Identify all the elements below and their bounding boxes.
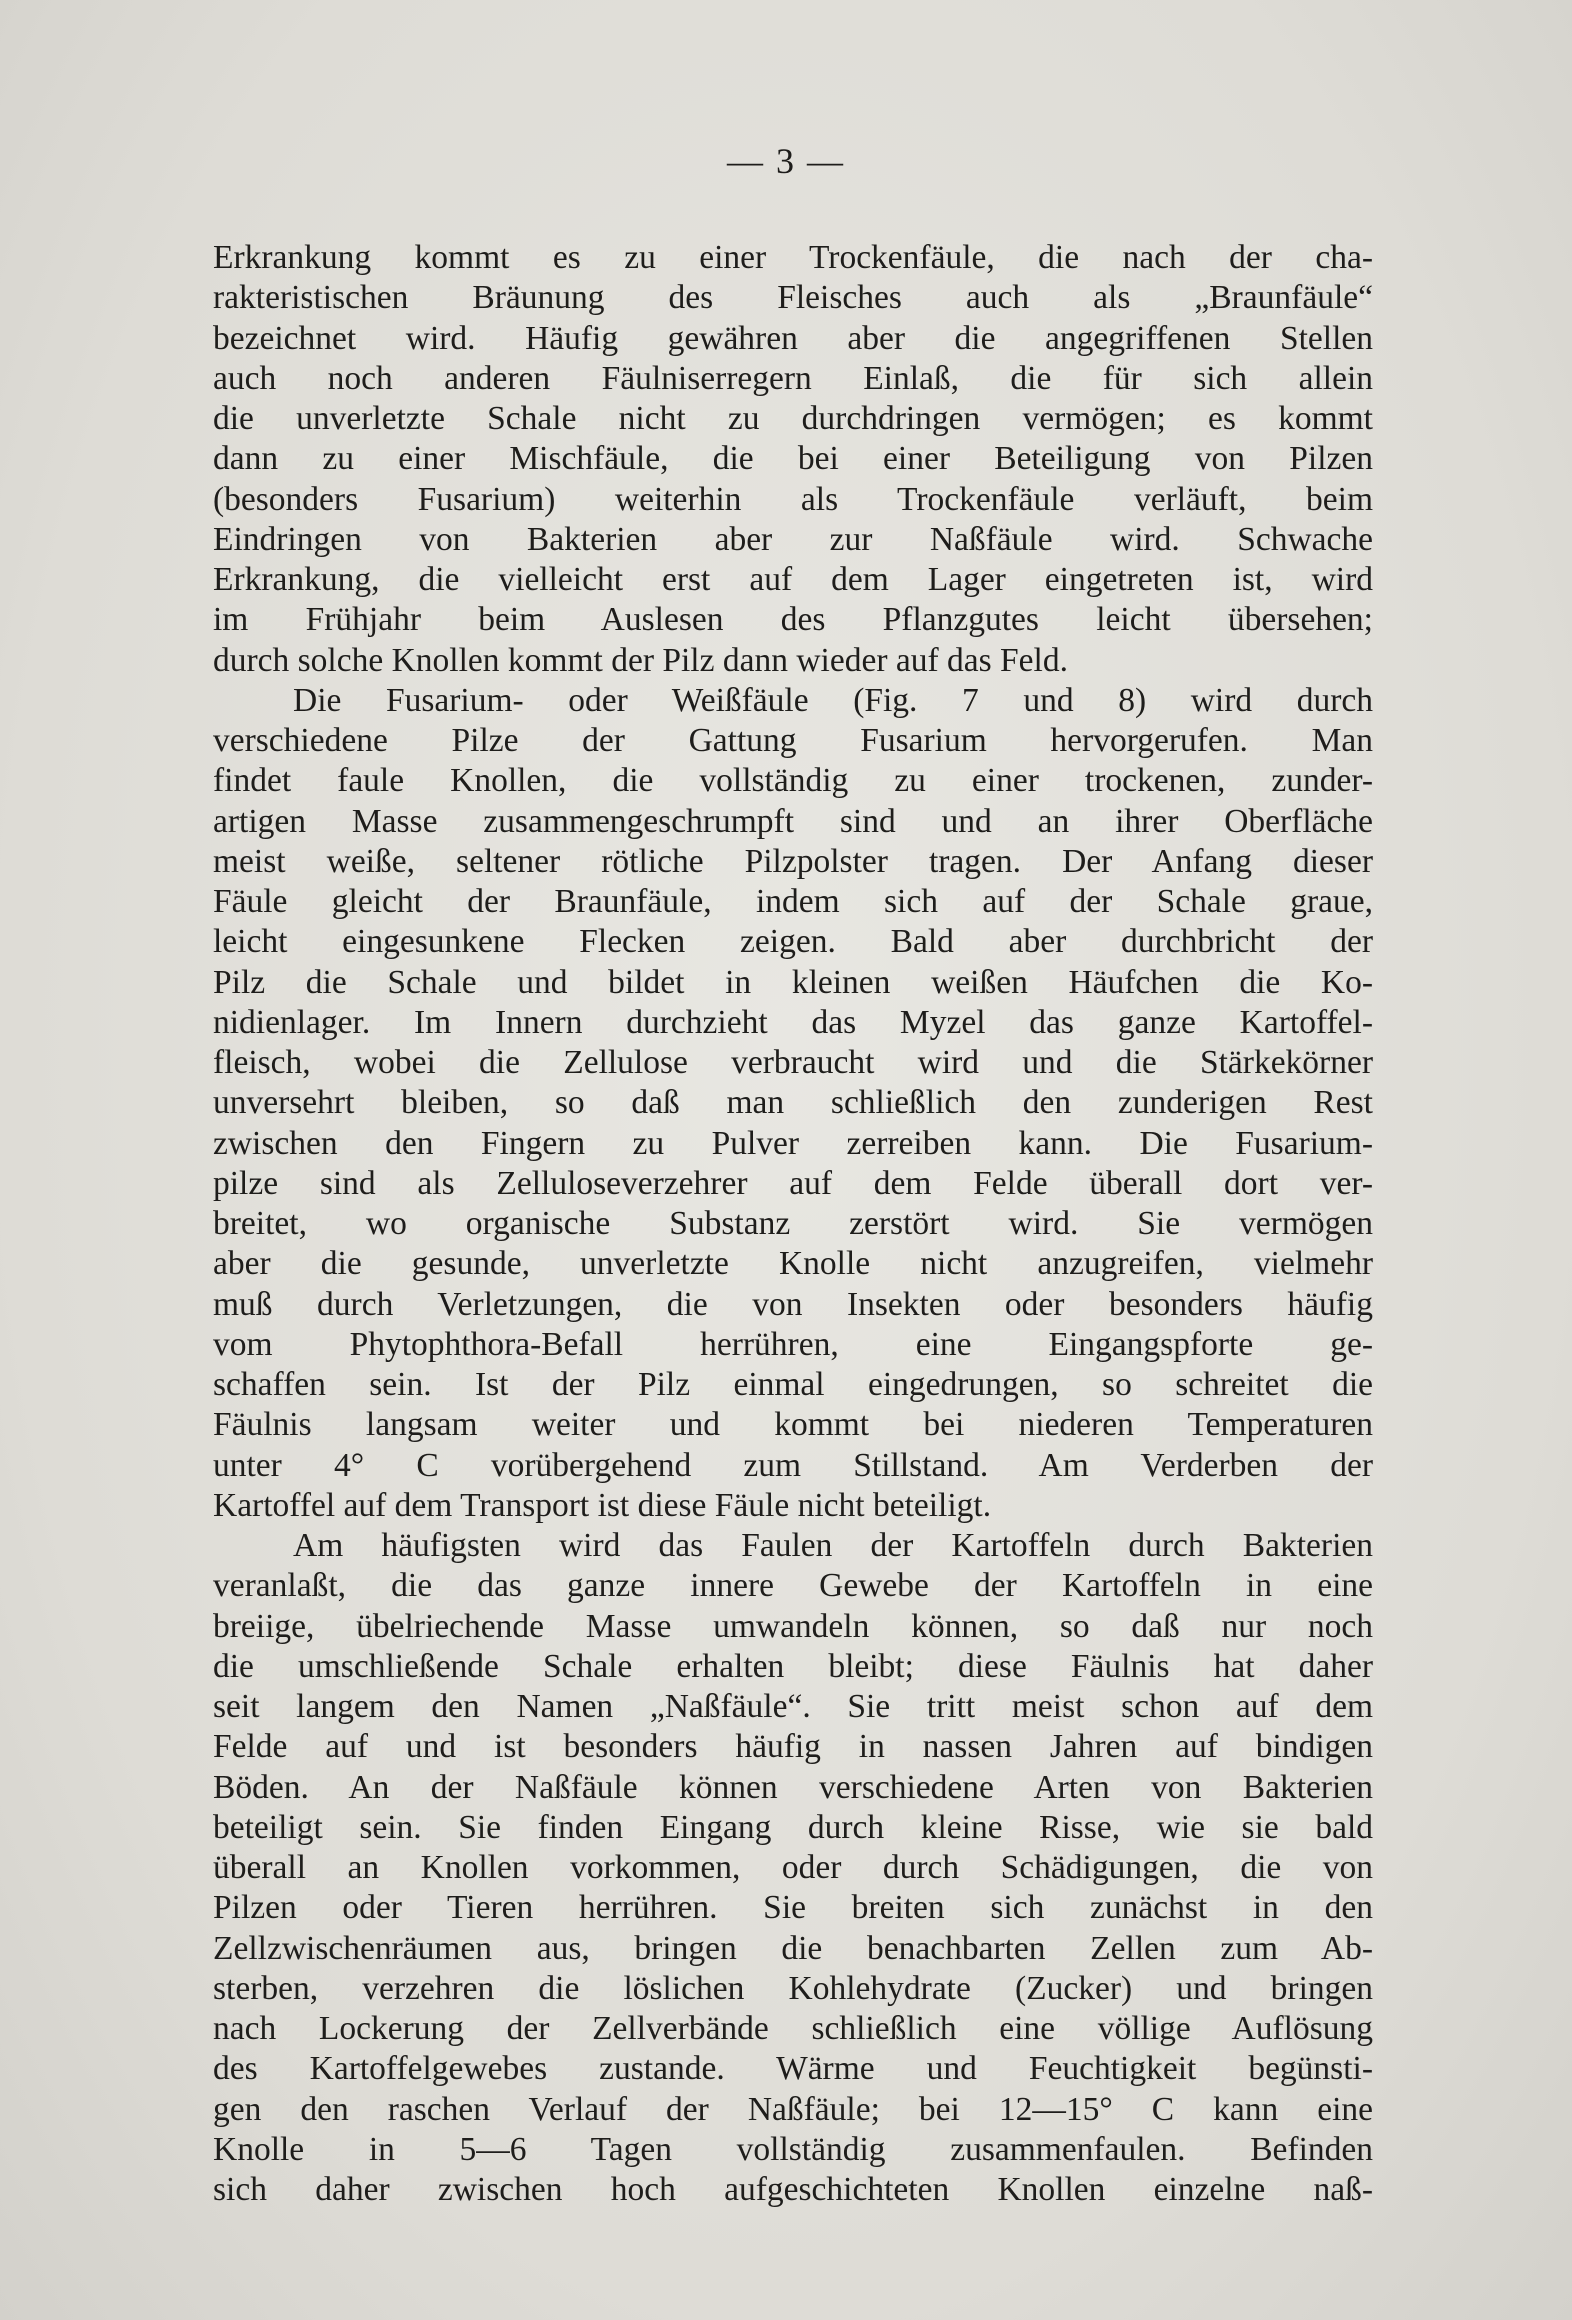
text-line: (besonders Fusarium) weiterhin als Trockenfäule verläuft, beim xyxy=(213,480,1373,518)
text-line: unter 4° C vorübergehend zum Stillstand. Am Verderben der xyxy=(213,1446,1373,1484)
text-line: Erkrankung kommt es zu einer Trockenfäule, die nach der cha- xyxy=(213,239,1373,276)
text-line: unversehrt bleiben, so daß man schließlich den zunderigen Rest xyxy=(213,1084,1373,1122)
text-line: breiige, übelriechende Masse umwandeln können, so daß nur noch xyxy=(213,1607,1373,1645)
text-line: sterben, verzehren die löslichen Kohlehydrate (Zucker) und bringen xyxy=(213,1969,1373,2007)
text-line: Eindringen von Bakterien aber zur Naßfäule wird. Schwache xyxy=(213,520,1373,558)
text-line: muß durch Verletzungen, die von Insekten oder besonders häufig xyxy=(213,1285,1373,1323)
text-line: meist weiße, seltener rötliche Pilzpolster tragen. Der Anfang dieser xyxy=(213,842,1373,880)
text-line: durch solche Knollen kommt der Pilz dann wieder auf das Feld. xyxy=(213,641,1068,679)
text-line: sich daher zwischen hoch aufgeschichteten Knollen einzelne naß- xyxy=(213,2171,1373,2208)
text-line: Kartoffel auf dem Transport ist diese Fäule nicht beteiligt. xyxy=(213,1486,992,1524)
text-line: rakteristischen Bräunung des Fleisches auch als „Braunfäule“ xyxy=(213,279,1373,317)
text-line: nach Lockerung der Zellverbände schließlich eine völlige Auflösung xyxy=(213,2010,1373,2047)
text-line: seit langem den Namen „Naßfäule“. Sie tritt meist schon auf dem xyxy=(213,1688,1373,1725)
text-line: findet faule Knollen, die vollständig zu einer trockenen, zunder- xyxy=(213,762,1373,800)
text-line: dann zu einer Mischfäule, die bei einer Beteiligung von Pilzen xyxy=(213,440,1373,478)
text-line: überall an Knollen vorkommen, oder durch Schädigungen, die von xyxy=(213,1849,1373,1886)
text-line: aber die gesunde, unverletzte Knolle nicht anzugreifen, vielmehr xyxy=(213,1245,1373,1283)
text-line: fleisch, wobei die Zellulose verbraucht wird und die Stärkekörner xyxy=(213,1044,1373,1081)
text-line: verschiedene Pilze der Gattung Fusarium hervorgerufen. Man xyxy=(213,722,1373,759)
text-line: veranlaßt, die das ganze innere Gewebe der Kartoffeln in eine xyxy=(213,1567,1373,1605)
text-line: des Kartoffelgewebes zustande. Wärme und Feuchtigkeit begünsti- xyxy=(213,2050,1373,2088)
text-line: auch noch anderen Fäulniserregern Einlaß, die für sich allein xyxy=(213,359,1373,397)
text-line: pilze sind als Zelluloseverzehrer auf dem Felde überall dort ver- xyxy=(213,1164,1373,1202)
text-line: gen den raschen Verlauf der Naßfäule; bei 12—15° C kann eine xyxy=(213,2090,1373,2128)
page-number: — 3 — xyxy=(727,141,845,181)
text-line: Zellzwischenräumen aus, bringen die benachbarten Zellen zum Ab- xyxy=(213,1929,1373,1967)
text-line: die umschließende Schale erhalten bleibt; diese Fäulnis hat daher xyxy=(213,1647,1373,1685)
text-line: nidienlager. Im Innern durchzieht das Myzel das ganze Kartoffel- xyxy=(213,1003,1373,1041)
text-line: Pilz die Schale und bildet in kleinen weißen Häufchen die Ko- xyxy=(213,963,1373,1001)
text-line: breitet, wo organische Substanz zerstört wird. Sie vermögen xyxy=(213,1205,1373,1242)
text-line: artigen Masse zusammengeschrumpft sind und an ihrer Oberfläche xyxy=(213,802,1373,840)
text-line: Am häufigsten wird das Faulen der Kartoffeln durch Bakterien xyxy=(293,1527,1373,1564)
text-line: Fäule gleicht der Braunfäule, indem sich auf der Schale graue, xyxy=(213,883,1373,920)
text-line: die unverletzte Schale nicht zu durchdringen vermögen; es kommt xyxy=(213,400,1373,437)
text-line: Erkrankung, die vielleicht erst auf dem Lager eingetreten ist, wird xyxy=(213,561,1373,598)
body-text xyxy=(213,238,1373,2210)
text-line: beteiligt sein. Sie finden Eingang durch kleine Risse, wie sie bald xyxy=(213,1808,1373,1846)
text-line: schaffen sein. Ist der Pilz einmal eingedrungen, so schreitet die xyxy=(213,1366,1373,1403)
text-line: Knolle in 5—6 Tagen vollständig zusammenfaulen. Befinden xyxy=(213,2130,1373,2168)
text-line: bezeichnet wird. Häufig gewähren aber die angegriffenen Stellen xyxy=(213,319,1373,357)
text-line: zwischen den Fingern zu Pulver zerreiben kann. Die Fusarium- xyxy=(213,1124,1373,1162)
text-line: vom Phytophthora-Befall herrühren, eine Eingangspforte ge- xyxy=(213,1325,1373,1363)
text-line: Fäulnis langsam weiter und kommt bei niederen Temperaturen xyxy=(213,1406,1373,1444)
text-line: Böden. An der Naßfäule können verschiedene Arten von Bakterien xyxy=(213,1768,1373,1806)
text-line: im Frühjahr beim Auslesen des Pflanzgutes leicht übersehen; xyxy=(213,601,1373,639)
text-line: Felde auf und ist besonders häufig in nassen Jahren auf bindigen xyxy=(213,1728,1373,1766)
text-line: Pilzen oder Tieren herrühren. Sie breiten sich zunächst in den xyxy=(213,1889,1373,1927)
text-line: Die Fusarium- oder Weißfäule (Fig. 7 und 8) wird durch xyxy=(293,681,1373,719)
text-line: leicht eingesunkene Flecken zeigen. Bald aber durchbricht der xyxy=(213,923,1373,961)
